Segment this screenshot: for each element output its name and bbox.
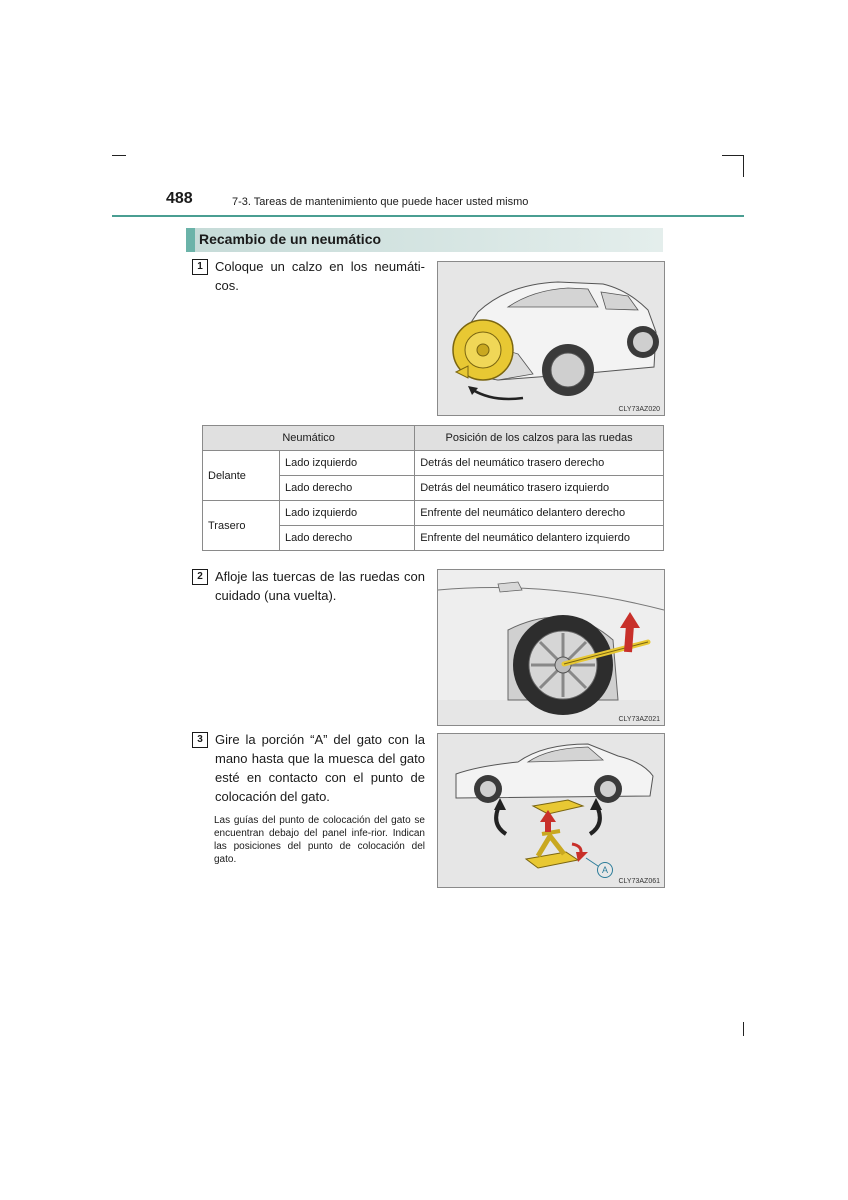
crop-mark-top-left: [112, 155, 126, 156]
wheel-wrench-illustration: [438, 570, 664, 725]
table-group-label: Trasero: [203, 501, 280, 551]
step-number-1: 1: [192, 259, 208, 275]
figure-jack-position: [437, 733, 665, 888]
crop-mark-top-right-vertical: [743, 155, 744, 177]
jack-part-marker: A: [597, 862, 613, 878]
table-header-tire: Neumático: [203, 426, 415, 451]
car-with-chock-illustration: [438, 262, 664, 415]
step-number-2: 2: [192, 569, 208, 585]
step-number-3: 3: [192, 732, 208, 748]
section-header: [186, 228, 663, 252]
figure-wheel-chock: [437, 261, 665, 416]
table-cell-side: Lado izquierdo: [280, 451, 415, 476]
step-text-1: Coloque un calzo en los neumáti-cos.: [215, 259, 425, 293]
jack-point-note: Las guías del punto de colocación del gato se encuentran debajo del panel infe-rior. Indican las posiciones del punto de colocación del gato.: [214, 815, 425, 865]
table-row: [203, 501, 664, 526]
crop-mark-bottom-right: [743, 1022, 744, 1036]
table-header-row: [203, 426, 664, 451]
figure-code-1: CLY73AZ020: [618, 406, 660, 413]
step-text-2: Afloje las tuercas de las ruedas con cuidado (una vuelta).: [215, 569, 425, 603]
table-group-label: Delante: [203, 451, 280, 501]
table-cell-position: Detrás del neumático trasero izquierdo: [415, 476, 664, 501]
jack-illustration: [438, 734, 664, 887]
figure-loosen-nuts: [437, 569, 665, 726]
figure-code-2: CLY73AZ021: [618, 716, 660, 723]
table-cell-position: Enfrente del neumático delantero derecho: [415, 501, 664, 526]
crop-mark-top-right: [722, 155, 744, 156]
table-cell-side: Lado derecho: [280, 526, 415, 551]
header-rule: [112, 215, 744, 217]
table-cell-position: Detrás del neumático trasero derecho: [415, 451, 664, 476]
table-cell-side: Lado derecho: [280, 476, 415, 501]
table-header-position: Posición de los calzos para las ruedas: [415, 426, 664, 451]
figure-code-3: CLY73AZ061: [618, 878, 660, 885]
table-cell-position: Enfrente del neumático delantero izquierdo: [415, 526, 664, 551]
table-row: [203, 451, 664, 476]
table-cell-side: Lado izquierdo: [280, 501, 415, 526]
step-text-3: Gire la porción “A” del gato con la mano hasta que la muesca del gato esté en contacto con el punto de colocación del gato.: [215, 732, 425, 804]
page-number: 488: [166, 190, 193, 207]
section-title: Recambio de un neumático: [199, 231, 382, 247]
chapter-title: 7-3. Tareas de mantenimiento que puede hacer usted mismo: [232, 196, 529, 208]
chock-position-table: [202, 425, 664, 551]
